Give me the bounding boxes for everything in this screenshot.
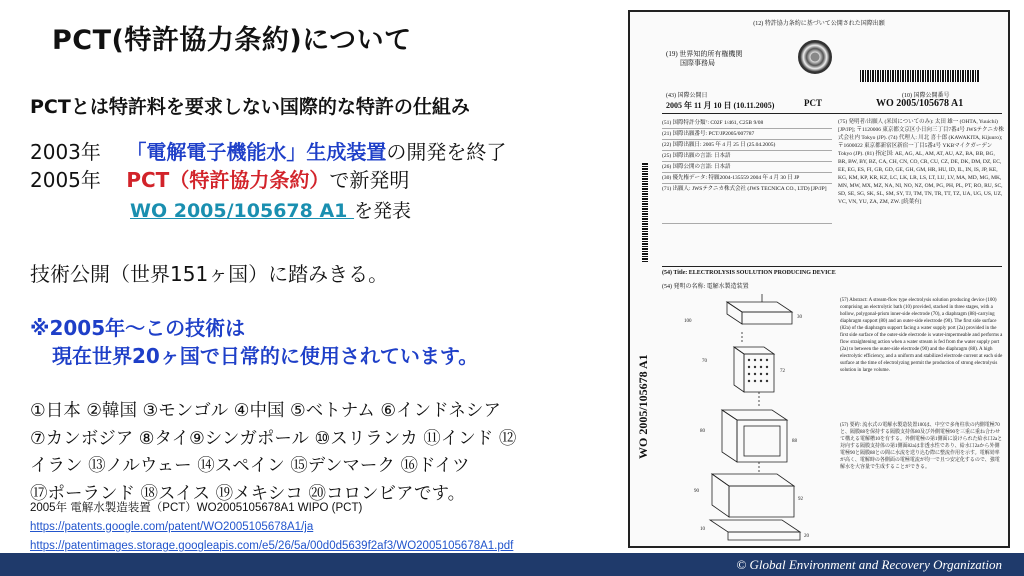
country-line: ⑦カンボジア ⑧タイ⑨シンガポール ⑩スリランカ ⑪インド ⑫ <box>30 428 517 449</box>
product-rest: 生成装置 <box>306 140 387 164</box>
patent-document-image <box>628 10 1010 548</box>
country-list <box>30 398 630 508</box>
svg-text:72: 72 <box>780 369 785 374</box>
svg-text:70: 70 <box>702 359 707 364</box>
biblio-row: (71) 出願人: JWSテクニカ株式会社 (JWS TECNICA CO., LTD) [JP/JP] <box>662 184 832 224</box>
source-caption: 2005年 電解水製造装置（PCT）WO2005105678A1 WIPO (PCT) <box>30 502 363 514</box>
footer-copyright: © Global Environment and Recovery Organization <box>0 553 1024 576</box>
wo-announce-text: を発表 <box>354 200 412 222</box>
page-title: PCT(特許協力条約)について <box>52 25 412 56</box>
country-line: ①日本 ②韓国 ③モンゴル ④中国 ⑤ベトナム ⑥インドネシア <box>30 401 501 421</box>
patent-org <box>666 50 742 68</box>
biblio-row: (51) 国際特許分類⁷: C02F 1/461, C25B 9/08 <box>662 118 832 129</box>
new-invention: で新発明 <box>329 168 410 192</box>
google-patents-link[interactable]: https://patents.google.com/patent/WO2005105678A1/ja <box>30 521 314 533</box>
country-line: イラン ⑬ノルウェー ⑭スペイン ⑮デンマーク ⑯ドイツ <box>30 456 470 476</box>
biblio-row: (22) 国際出願日: 2005 年 4 月 25 日 (25.04.2005) <box>662 140 832 151</box>
designations-block: (75) 発明者/出願人 (米国についてのみ): 太田 雄一 (OHTA, Yuuichi) [JP/JP]; 〒1120006 東京都文京区小日向三丁目7番4号 JWSテクニカ株式会社内 Tokyo (JP). (74) 代理人: 川北 喜十郎 (KAWAKITA, Kijuuro); 〒1600022 東京都新宿区新宿一丁目5番4号 YKBマイクガーデン Tokyo (JP). (81) 指定国: AE, AG, AL, AM, AT, AU, AZ, BA, BB, BG, BR, BW, BY, BZ, CA, CH, CN, CO, CR, CU, CZ, DE, DK, DM, DZ, EC, EE, EG, ES, FI, GB, GD, GE, GH, GM, HR, HU, ID, IL, IN, IS, JP, KE, KG, KM, KP, KR, KZ, LC, LK, LR, LS, LT, LU, LV, MA, MD, MG, MK, MN, MW, MX, MZ, NA, NI, NO, NZ, OM, PG, PH, PL, PT, RO, RU, SC, SD, SE, SG, SK, SL, SM, SY, TJ, TM, TN, TR, TT, TZ, UA, UG, US, UZ, VC, VN, YU, ZA, ZM, ZW. [続葉有] <box>838 119 1004 205</box>
pub-number: WO 2005/105678 A1 <box>876 98 964 109</box>
disclosure-text: 技術公開（世界151ヶ国）に踏みきる。 <box>30 262 389 286</box>
country-line: ⑰ポーランド ⑱スイス ⑲メキシコ ⑳コロンビアです。 <box>30 483 466 504</box>
year-2003: 2003年 <box>30 140 101 164</box>
biblio-row: (21) 国際出願番号: PCT/JP2005/007787 <box>662 129 832 140</box>
patent-org-line: (19) 世界知的所有権機関 <box>666 50 743 58</box>
timeline-2003 <box>30 136 506 165</box>
svg-text:10: 10 <box>700 527 705 532</box>
svg-text:88: 88 <box>792 439 797 444</box>
pub-date: 2005 年 11 月 10 日 (10.11.2005) <box>666 101 775 110</box>
svg-text:30: 30 <box>797 315 802 320</box>
svg-text:92: 92 <box>798 497 803 502</box>
abstract-en: (57) Abstract: A stream-flow type electrolysis solution producing device (100) comprising an electrolytic bath (10) provided, stacked in three stages, with a hollow, polygonal-prism inner-side electrode (70), a diaphragm (88)-carrying diaphragm support (80) and an outer-side electrode (90). The first side surface (82a) of the diaphragm support facing a water supply port (2a) provided in the first side surface of the outer-side electrode is water-impermeable and performs a flow straightening action when a water stream is fed from the water supply port (2a) to between the outer-side electrode (90) and the diaphragm (88). A high electrolytic efficiency, and a uniform and stabilized electrode current at each side surface at the time of electrolyzing permit the production of strong electrolysis solution in large volume. <box>840 298 1003 373</box>
side-pub-number: WO 2005/105678 A1 <box>636 354 650 460</box>
intro-text: PCTとは特許料を要求しない国際的な特許の仕組み <box>30 96 470 118</box>
biblio-row: (26) 国際公開の言語: 日本語 <box>662 162 832 173</box>
svg-text:80: 80 <box>700 429 705 434</box>
dev-finished: の開発を終了 <box>386 140 507 164</box>
wo-announcement <box>130 196 411 223</box>
side-barcode-icon <box>642 162 648 262</box>
svg-text:90: 90 <box>694 489 699 494</box>
divider <box>662 113 1002 114</box>
pct-highlight: PCT（特許協力条約） <box>126 168 330 192</box>
device-drawing <box>682 292 822 542</box>
biblio-row: (30) 優先権データ: 特願2004-135559 2004 年 4 月 30 日 JP <box>662 173 832 184</box>
note-line-1: ※2005年～この技術は <box>30 316 246 340</box>
divider <box>662 266 1002 267</box>
svg-text:100: 100 <box>684 319 692 324</box>
product-highlight: 「電解電子機能水」 <box>126 140 307 164</box>
svg-text:20: 20 <box>804 534 809 539</box>
pub-no-label: (10) 国際公開番号 <box>902 93 950 99</box>
abstract-jp: (57) 要約: 流水式の電解水製造装置100は、中空で多角柱状の内側電極70と、隔膜88を保持する隔膜支持体80及び外側電極90を三重に重ね合わせて構える電解槽10を有する。外側電極の第1側面に設けられた給水口2aと対向する隔膜支持体の第1側面82aは非透水性であり、給水口2aから外側電極90と隔膜88との間に水流を送り込む際に整流作用を示す。電解効率が高く、電解時の各側面の電極電流が均一で且つ安定化するので、強電解水を大容量で生成することができる。 <box>840 423 1003 470</box>
wo-number-link[interactable]: WO 2005/105678 A1 <box>130 200 355 222</box>
note-line-2: 現在世界20ヶ国で日常的に使用されています。 <box>52 344 479 368</box>
year-2005: 2005年 <box>30 168 101 192</box>
pub-date-label: (43) 国際公開日 <box>666 93 708 99</box>
wipo-seal-icon <box>798 40 832 74</box>
title-jp: (54) 発明の名称: 電解水製造装置 <box>662 284 749 290</box>
biblio-row: (25) 国際出願の言語: 日本語 <box>662 151 832 162</box>
barcode-icon <box>860 70 980 82</box>
bibliographic-fields <box>662 118 832 224</box>
title-en: (54) Title: ELECTROLYSIS SOULUTION PRODUCING DEVICE <box>662 270 836 276</box>
patent-pdf-link[interactable]: https://patentimages.storage.googleapis.com/e5/26/5a/00d0d5639f2af3/WO2005105678A1.pdf <box>30 540 514 552</box>
patent-header: (12) 特許協力条約に基づいて公開された国際出願 <box>753 21 885 27</box>
timeline-2005 <box>30 164 409 193</box>
pct-label: PCT <box>804 98 822 108</box>
patent-org-line: 国際事務局 <box>680 59 715 67</box>
source-block <box>30 499 513 556</box>
